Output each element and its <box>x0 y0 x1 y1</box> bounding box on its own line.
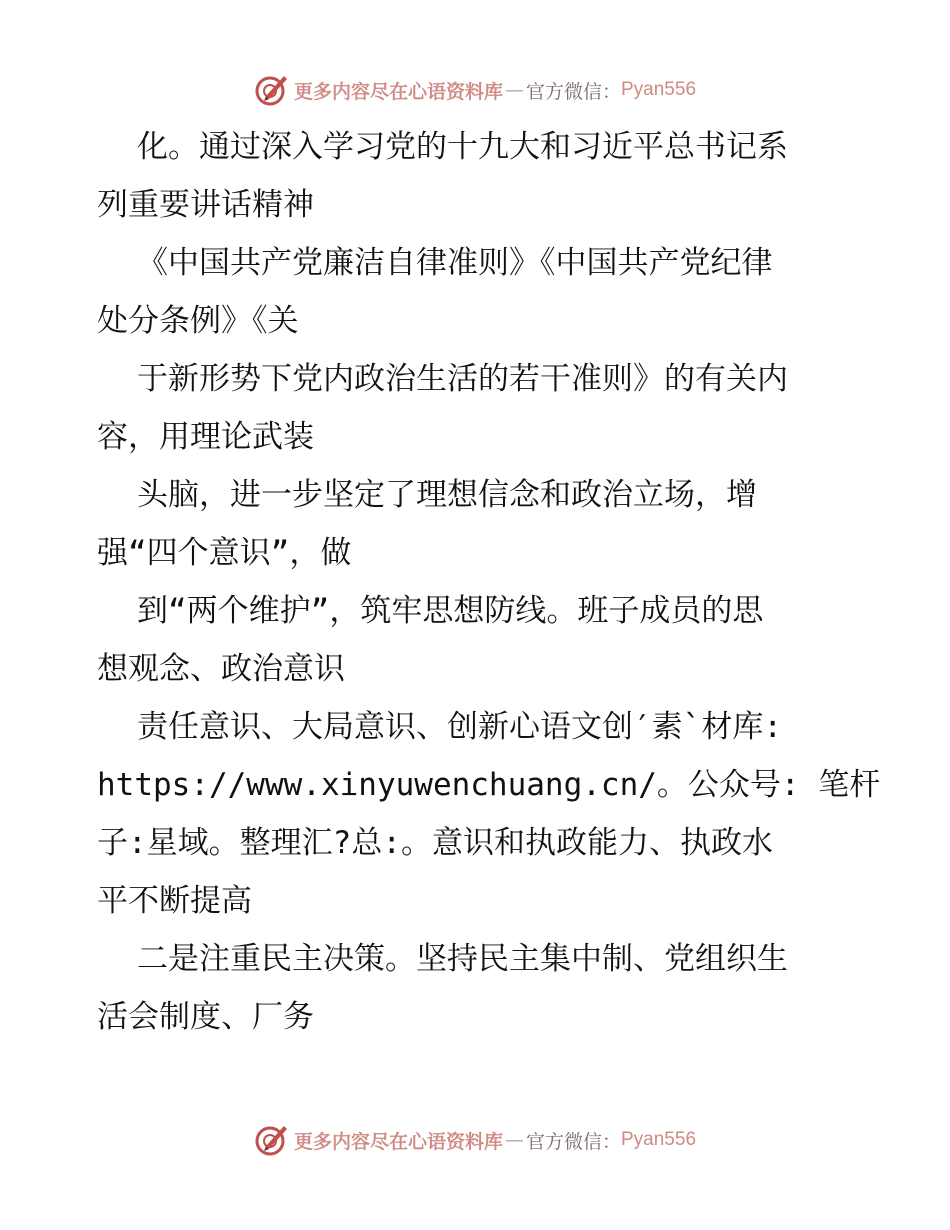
document-body <box>97 118 881 1046</box>
body-line: 强“四个意识”，做 <box>97 535 352 571</box>
body-line: 头脑，进一步坚定了理想信念和政治立场，增 <box>137 477 757 513</box>
header-banner <box>0 70 950 110</box>
body-line: 到“两个维护”，筑牢思想防线。班子成员的思 <box>137 593 764 629</box>
banner-wechat-id: Pyan556 <box>621 1129 697 1150</box>
banner-separator: — <box>504 79 524 101</box>
body-line: 活会制度、厂务 <box>97 999 314 1035</box>
banner-wechat-label: 官方微信： <box>525 1130 621 1153</box>
footer-banner <box>0 1120 950 1160</box>
banner-main-text: 更多内容尽在心语资料库 <box>293 1130 503 1153</box>
body-line: 容，用理论武装 <box>97 419 314 455</box>
body-line: 于新形势下党内政治生活的若干准则》的有关内 <box>137 361 788 397</box>
banner-wechat-label: 官方微信： <box>525 80 621 103</box>
body-line: 《中国共产党廉洁自律准则》《中国共产党纪律 <box>137 245 773 281</box>
banner-wechat-id: Pyan556 <box>621 79 697 100</box>
body-line: 处分条例》《关 <box>97 303 299 339</box>
body-line: https://www.xinyuwenchuang.cn/。公众号: 笔杆 <box>97 767 881 803</box>
body-line: 化。通过深入学习党的十九大和习近平总书记系 <box>137 129 788 165</box>
body-line: 平不断提高 <box>97 883 252 919</box>
body-line: 想观念、政治意识 <box>97 651 345 687</box>
banner-main-text: 更多内容尽在心语资料库 <box>293 80 503 103</box>
body-line: 列重要讲话精神 <box>97 187 314 223</box>
body-line: 责任意识、大局意识、创新心语文创′素`材库: <box>137 709 782 745</box>
pen-logo-icon <box>254 72 290 108</box>
body-line: 子:星域。整理汇?总:。意识和执政能力、执政水 <box>97 825 773 861</box>
pen-logo-icon <box>254 1122 290 1158</box>
body-line: 二是注重民主决策。坚持民主集中制、党组织生 <box>137 941 788 977</box>
banner-separator: — <box>504 1129 524 1151</box>
